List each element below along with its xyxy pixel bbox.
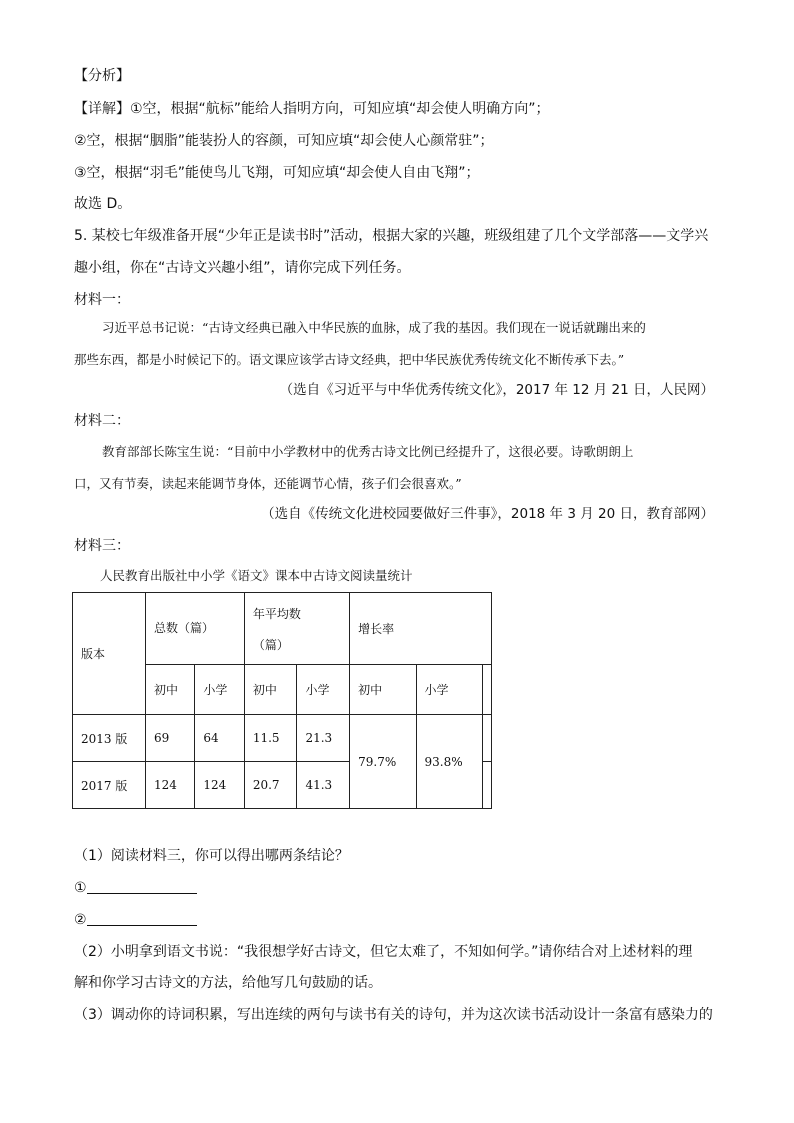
table-edge-cell xyxy=(483,762,492,809)
row-total-junior: 124 xyxy=(146,762,195,809)
row-total-junior: 69 xyxy=(146,715,195,762)
sub-question-2-line-1: （2）小明拿到语文书说：“我很想学好古诗文，但它太难了，不知如何学。”请你结合对上述材料的理 xyxy=(74,944,693,960)
header-average xyxy=(244,593,349,665)
row-avg-primary: 41.3 xyxy=(297,762,350,809)
row-avg-junior: 11.5 xyxy=(244,715,297,762)
row-total-primary: 124 xyxy=(195,762,244,809)
material2-quote-line-1: 教育部部长陈宝生说：“目前中小学教材中的优秀古诗文比例已经提升了，这很必要。诗歌朗朗上 xyxy=(102,444,634,459)
reading-stats-table xyxy=(72,592,492,809)
answer-blank-2-marker: ② xyxy=(74,912,87,928)
material2-label: 材料二： xyxy=(74,413,130,429)
row-version: 2017 版 xyxy=(73,762,146,809)
material1-label: 材料一： xyxy=(74,292,130,308)
sub-question-1: （1）阅读材料三，你可以得出哪两条结论？ xyxy=(74,848,349,864)
sub-header-junior: 初中 xyxy=(146,665,195,715)
growth-primary: 93.8% xyxy=(416,715,482,809)
sub-header-primary: 小学 xyxy=(416,665,482,715)
answer-line: 故选 D。 xyxy=(74,196,132,212)
table-edge-cell xyxy=(483,715,492,762)
header-total: 总数（篇） xyxy=(146,593,245,665)
answer-blank-1-line xyxy=(87,879,197,894)
row-total-primary: 64 xyxy=(195,715,244,762)
q5-intro-line-1: 5. 某校七年级准备开展“少年正是读书时”活动，根据大家的兴趣，班级组建了几个文学部落——文学兴 xyxy=(74,228,709,244)
answer-blank-2-line xyxy=(87,911,197,926)
sub-header-junior: 初中 xyxy=(350,665,416,715)
material1-quote-line-2: 那些东西，都是小时候记下的。语文课应该学古诗文经典，把中华民族优秀传统文化不断传承下去。” xyxy=(74,352,625,367)
detail-line-2: ②空，根据“胭脂”能装扮人的容颜，可知应填“却会使人心颜常驻”； xyxy=(74,133,494,149)
row-version: 2013 版 xyxy=(73,715,146,762)
sub-question-3-line-1: （3）调动你的诗词积累，写出连续的两句与读书有关的诗句，并为这次读书活动设计一条富有感染力的 xyxy=(74,1007,713,1023)
detail-line-3: ③空，根据“羽毛”能使鸟儿飞翔，可知应填“却会使人自由飞翔”； xyxy=(74,165,480,181)
table-edge-cell xyxy=(483,665,492,715)
material3-label: 材料三： xyxy=(74,538,130,554)
row-avg-junior: 20.7 xyxy=(244,762,297,809)
growth-junior: 79.7% xyxy=(350,715,416,809)
material1-source: （选自《习近平与中华优秀传统文化》，2017 年 12 月 21 日，人民网） xyxy=(279,382,714,398)
answer-blank-2 xyxy=(74,910,197,930)
material2-source: （选自《传统文化进校园要做好三件事》，2018 年 3 月 20 日，教育部网） xyxy=(261,506,714,522)
q5-intro-line-2: 趣小组，你在“古诗文兴趣小组”，请你完成下列任务。 xyxy=(74,260,411,276)
material2-quote-line-2: 口，又有节奏，读起来能调节身体，还能调节心情，孩子们会很喜欢。” xyxy=(74,476,462,491)
row-avg-primary: 21.3 xyxy=(297,715,350,762)
sub-header-primary: 小学 xyxy=(297,665,350,715)
sub-question-2-line-2: 解和你学习古诗文的方法，给他写几句鼓励的话。 xyxy=(74,975,382,991)
header-average-line-2: （篇） xyxy=(252,637,289,652)
detail-line-1: 【详解】①空，根据“航标”能给人指明方向，可知应填“却会使人明确方向”； xyxy=(74,101,550,117)
answer-blank-1 xyxy=(74,878,197,898)
material1-quote-line-1: 习近平总书记说：“古诗文经典已融入中华民族的血脉，成了我的基因。我们现在一说话就蹦出来的 xyxy=(102,320,646,335)
header-average-line-1: 年平均数 xyxy=(252,606,301,621)
answer-blank-1-marker: ① xyxy=(74,880,87,896)
table-caption: 人民教育出版社中小学《语文》课本中古诗文阅读量统计 xyxy=(100,568,413,583)
analysis-heading: 【分析】 xyxy=(74,68,130,84)
header-version: 版本 xyxy=(73,593,146,715)
header-growth: 增长率 xyxy=(350,593,492,665)
sub-header-junior: 初中 xyxy=(244,665,297,715)
sub-header-primary: 小学 xyxy=(195,665,244,715)
